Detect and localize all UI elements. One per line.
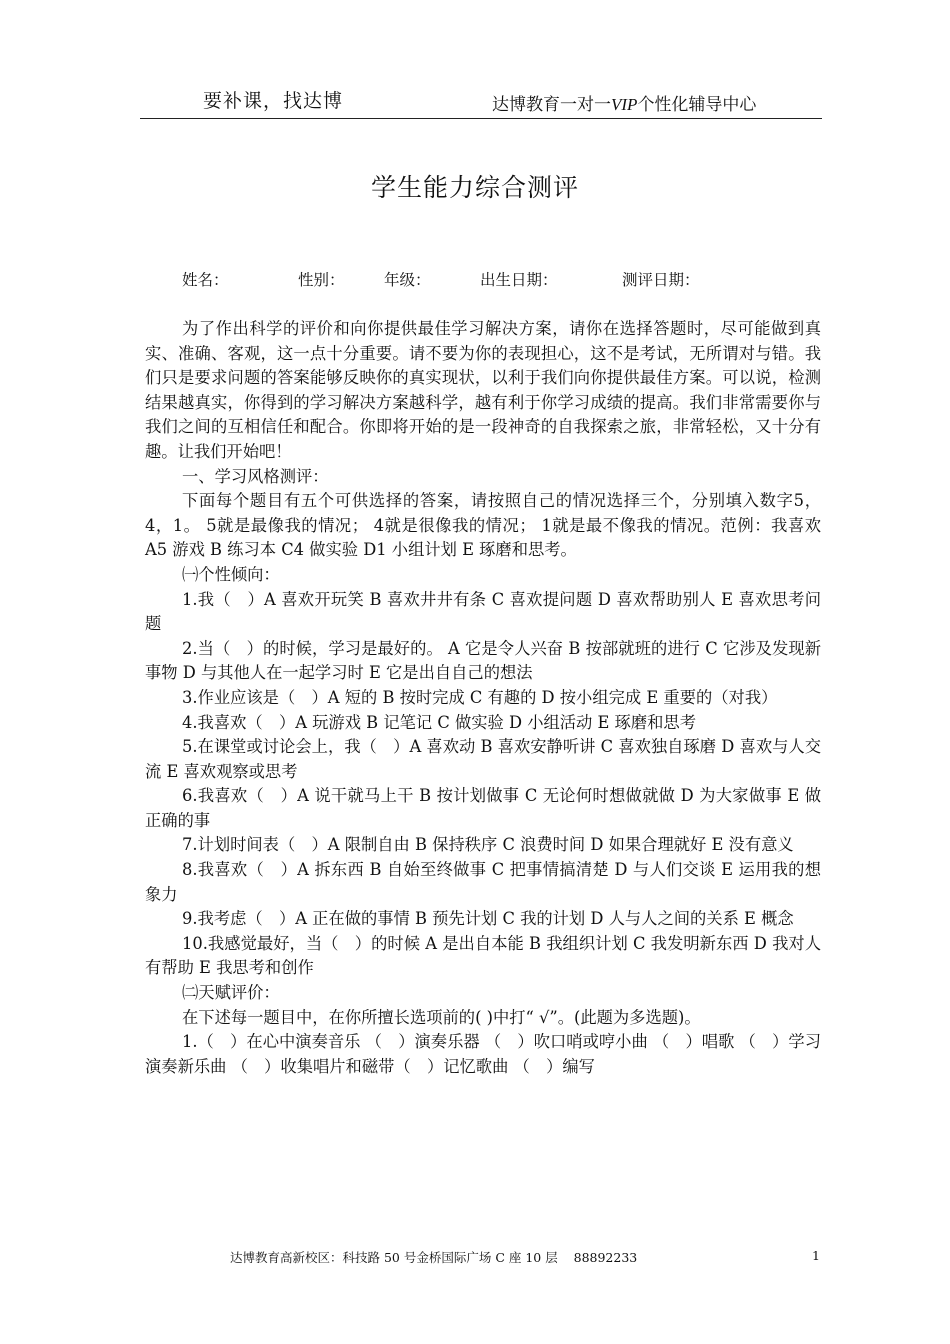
header-brand-prefix: 达博教育一对一	[492, 95, 611, 115]
talent-question-item: 1.（ ）在心中演奏音乐 （ ）演奏乐器 （ ）吹口哨或哼小曲 （ ）唱歌 （ ）学习演奏新乐曲 （ ）收集唱片和磁带（ ）记忆歌曲 （ ）编写	[145, 1032, 821, 1076]
question-item: 7.计划时间表（ ）A 限制自由 B 保持秩序 C 浪费时间 D 如果合理就好 E 没有意义	[182, 835, 794, 855]
question-item: 2.当（ ）的时候，学习是最好的。 A 它是令人兴奋 B 按部就班的进行 C 它涉及发现新事物 D 与其他人在一起学习时 E 它是出自自己的想法	[145, 638, 821, 683]
field-grade-label: 年级：	[384, 271, 431, 289]
subsection-heading-talent: ㈡天赋评价：	[182, 983, 280, 1003]
page-title: 学生能力综合测评	[370, 173, 579, 202]
footer-address: 达博教育高新校区：科技路 50 号金桥国际广场 C 座 10 层 88892233	[230, 1250, 638, 1265]
question-item: 6.我喜欢（ ）A 说干就马上干 B 按计划做事 C 无论何时想做就做 D 为大家做事 E 做正确的事	[145, 786, 821, 830]
question-item: 5.在课堂或讨论会上，我（ ）A 喜欢动 B 喜欢安静听讲 C 喜欢独自琢磨 D 喜欢与人交流 E 喜欢观察或思考	[145, 737, 821, 781]
field-gender-label: 性别：	[298, 271, 345, 289]
document-body	[145, 317, 821, 1079]
field-test-date-label: 测评日期：	[622, 271, 700, 289]
instructions-paragraph: 下面每个题目有五个可供选择的答案，请按照自己的情况选择三个，分别填入数字5，4，1。 5就是最像我的情况； 4就是很像我的情况； 1就是最不像我的情况。范例：我喜欢 A5 游戏 B 练习本 C4 做实验 D1 小组计划 E 琢磨和思考。	[145, 491, 821, 560]
header-brand-suffix: 个性化辅导中心	[637, 95, 757, 115]
question-item: 3.作业应该是（ ）A 短的 B 按时完成 C 有趣的 D 按小组完成 E 重要的（对我）	[182, 687, 778, 707]
header-rule	[140, 118, 822, 119]
question-item: 4.我喜欢（ ）A 玩游戏 B 记笔记 C 做实验 D 小组活动 E 琢磨和思考	[182, 712, 696, 732]
subsection-heading-personality: ㈠个性倾向：	[182, 564, 280, 584]
question-item: 9.我考虑（ ）A 正在做的事情 B 预先计划 C 我的计划 D 人与人之间的关系 E 概念	[182, 909, 794, 929]
section-heading-learning-style: 一、学习风格测评：	[182, 466, 329, 486]
intro-paragraph: 为了作出科学的评价和向你提供最佳学习解决方案，请你在选择答题时，尽可能做到真实、准确、客观，这一点十分重要。请不要为你的表现担心，这不是考试，无所谓对与错。我们只是要求问题的答案能够反映你的真实现状，以利于我们向你提供最佳方案。可以说，检测结果越真实，你得到的学习解决方案越科学，越有利于你学习成绩的提高。我们非常需要你与我们之间的互相信任和配合。你即将开始的是一段神奇的自我探索之旅，非常轻松，又十分有趣。让我们开始吧！	[145, 319, 821, 461]
talent-instructions: 在下述每一题目中，在你所擅长选项前的( )中打“ √”。(此题为多选题)。	[182, 1007, 701, 1027]
question-item: 10.我感觉最好，当（ ）的时候 A 是出自本能 B 我组织计划 C 我发明新东西 D 我对人有帮助 E 我思考和创作	[145, 933, 821, 978]
field-birth-label: 出生日期：	[480, 271, 558, 289]
question-item: 8.我喜欢（ ）A 拆东西 B 自始至终做事 C 把事情搞清楚 D 与人们交谈 E 运用我的想象力	[145, 860, 821, 904]
page-number: 1	[812, 1248, 820, 1263]
question-item: 1.我（ ）A 喜欢开玩笑 B 喜欢井井有条 C 喜欢提问题 D 喜欢帮助别人 E 喜欢思考问题	[145, 589, 821, 634]
header-brand-vip: VIP	[611, 95, 638, 114]
header-brand	[492, 90, 756, 115]
header-slogan: 要补课，找达博	[203, 90, 344, 112]
field-name-label: 姓名：	[182, 271, 229, 289]
